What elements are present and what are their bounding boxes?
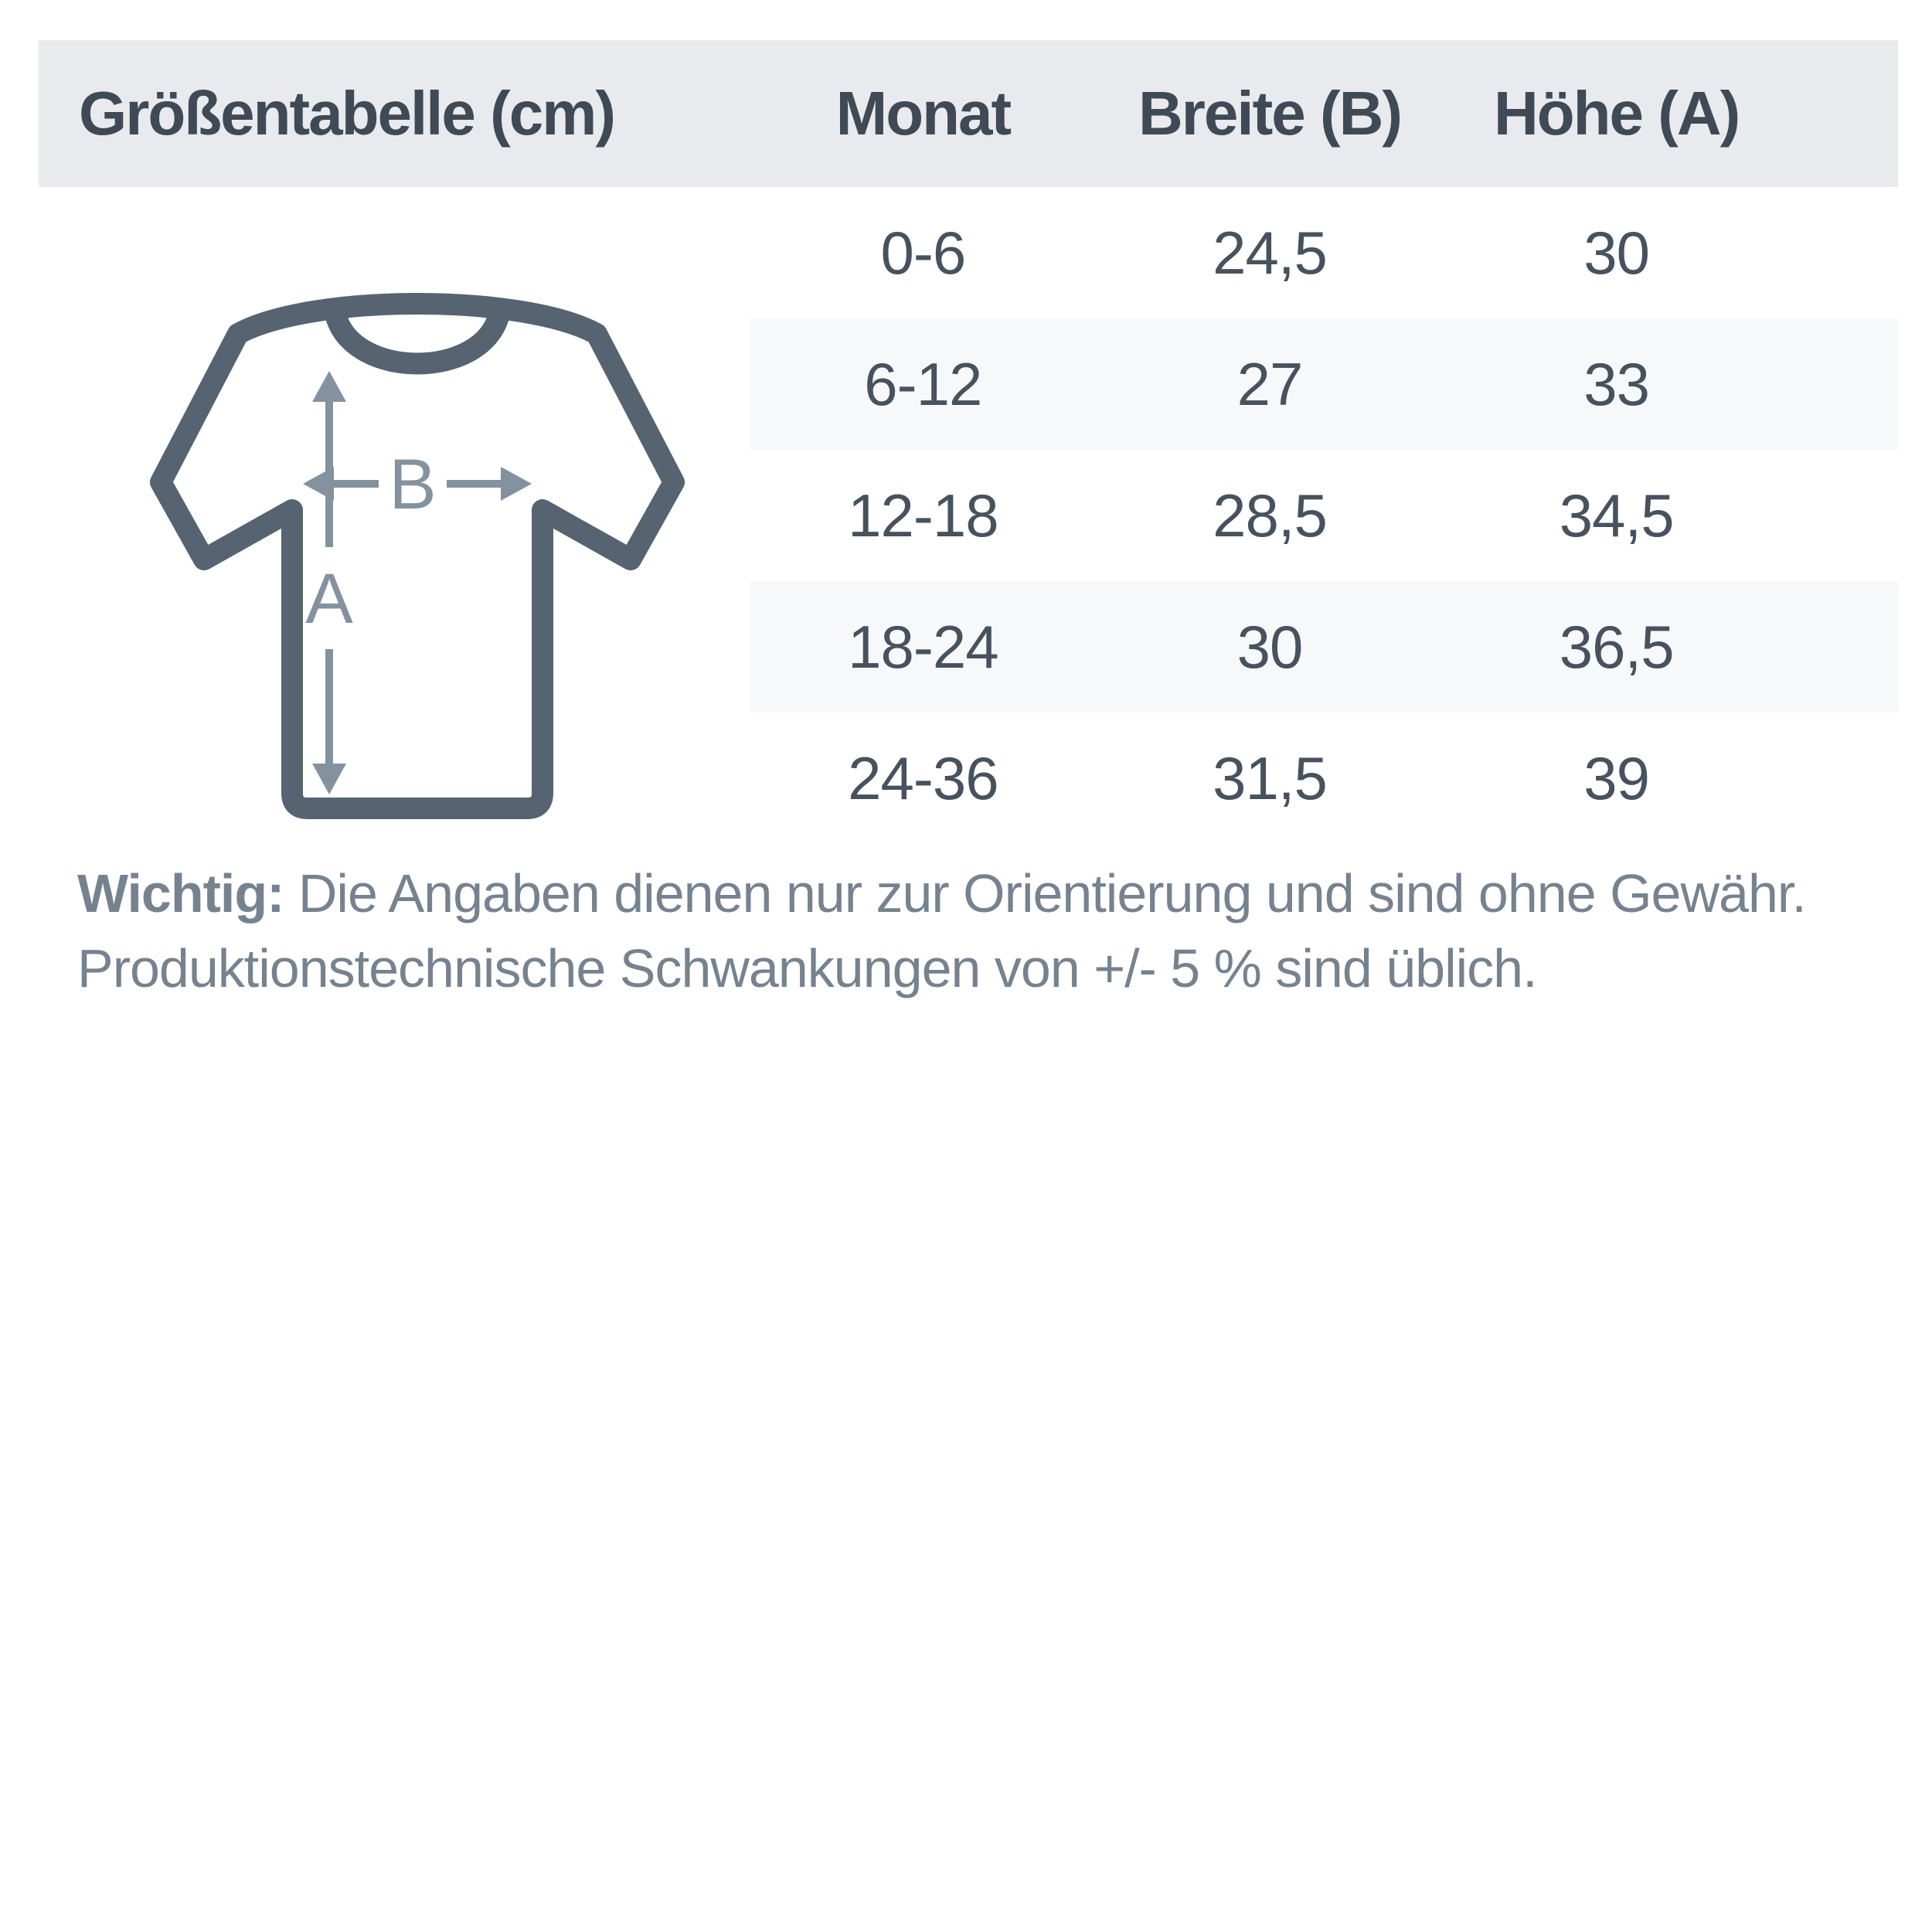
table-title: Größentabelle (cm) (79, 79, 615, 148)
row-data (750, 713, 1898, 844)
disclaimer-note (77, 856, 1878, 1006)
column-header-month: Monat (835, 79, 1011, 148)
disclaimer-label: Wichtig: (77, 863, 284, 923)
cell-height: 30 (1583, 218, 1650, 287)
cell-width: 30 (1236, 612, 1303, 681)
column-header-height: Höhe (A) (1494, 79, 1740, 148)
cell-width: 28,5 (1213, 481, 1327, 549)
disclaimer-line-1 (77, 856, 1878, 931)
cell-height: 36,5 (1559, 612, 1674, 681)
row-data (750, 318, 1898, 450)
row-data (750, 450, 1898, 581)
header-columns (750, 40, 1898, 187)
cell-width: 24,5 (1213, 218, 1327, 287)
cell-month: 0-6 (880, 218, 966, 287)
table-title-cell (39, 40, 750, 187)
column-header-width: Breite (B) (1138, 79, 1402, 148)
disclaimer-text-1: Die Angaben dienen nur zur Orientierung und sind ohne Gewähr. (298, 863, 1806, 923)
row-data (750, 187, 1898, 318)
cell-month: 12-18 (848, 481, 998, 549)
cell-month: 24-36 (848, 743, 998, 812)
tshirt-diagram (139, 281, 696, 827)
height-arrow-label: A (305, 560, 353, 638)
cell-height: 33 (1583, 349, 1650, 418)
cell-height: 39 (1583, 743, 1650, 812)
width-arrow-label: B (389, 445, 437, 524)
tshirt-outline-shape (161, 304, 674, 808)
cell-width: 31,5 (1213, 743, 1327, 812)
disclaimer-line-2 (77, 931, 1878, 1006)
cell-month: 18-24 (848, 612, 998, 681)
cell-width: 27 (1236, 349, 1303, 418)
row-data (750, 581, 1898, 713)
disclaimer-text-2: Produktionstechnische Schwankungen von +/- 5 % sind üblich. (77, 938, 1537, 998)
cell-height: 34,5 (1559, 481, 1674, 549)
table-header-row (39, 40, 1898, 187)
cell-month: 6-12 (864, 349, 982, 418)
